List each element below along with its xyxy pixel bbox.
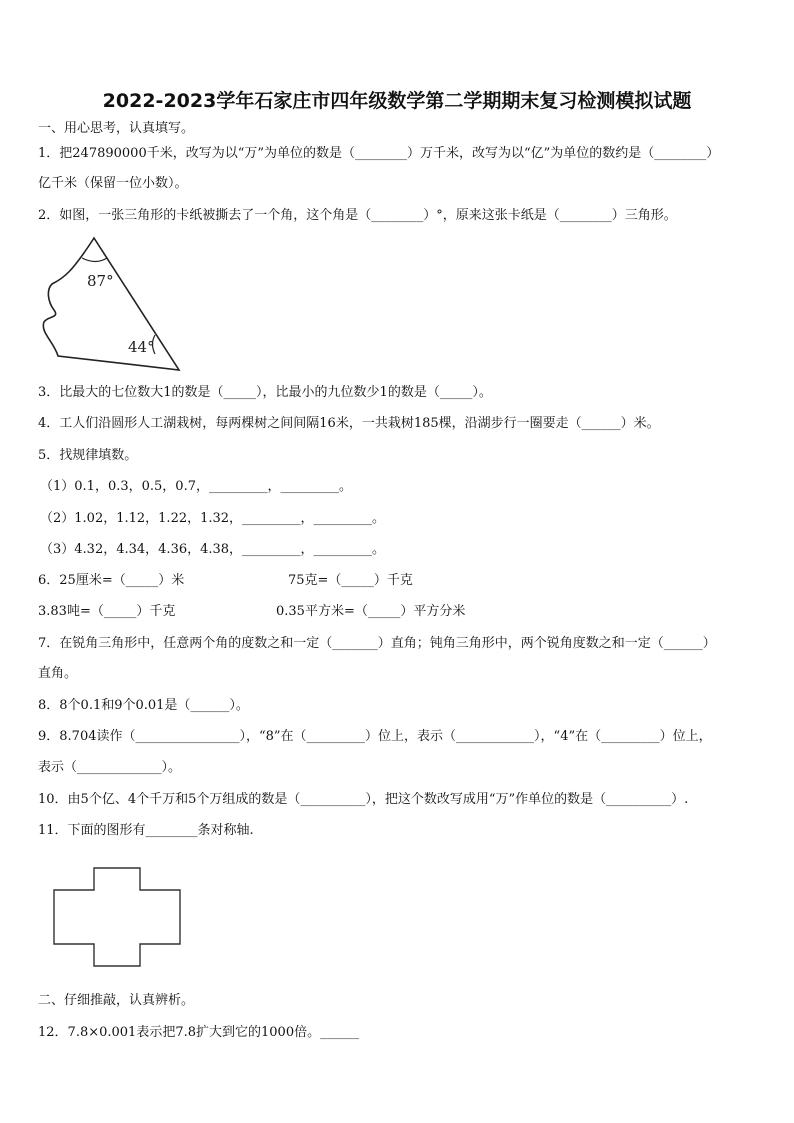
question-7-line-2: 直角。	[38, 666, 78, 681]
question-8: 8．8个0.1和9个0.01是（______）。	[38, 698, 249, 713]
section-heading-2: 二、仔细推敲，认真辨析。	[38, 993, 195, 1008]
triangle-outline	[43, 238, 179, 370]
question-9-line-2: 表示（_____________）。	[38, 760, 182, 775]
question-6-c: 3.83吨=（_____）千克	[38, 604, 176, 619]
question-3: 3．比最大的七位数大1的数是（_____），比最小的九位数少1的数是（_____）。	[38, 385, 492, 400]
question-9-line-1: 9．8.704读作（________________），“8”在（_________）位上，表示（____________），“4”在（_________）位上，	[38, 729, 712, 744]
question-11: 11．下面的图形有________条对称轴.	[38, 823, 254, 838]
top-angle-arc	[82, 258, 107, 262]
question-4: 4．工人们沿圆形人工湖栽树，每两棵树之间间隔16米，一共栽树185棵，沿湖步行一圈要走（______）米。	[38, 416, 660, 431]
question-5-part-2: （2）1.02，1.12，1.22，1.32，_________，_________。	[40, 511, 386, 526]
section-heading-1: 一、用心思考，认真填写。	[38, 121, 195, 136]
question-10: 10．由5个亿、4个千万和5个万组成的数是（__________），把这个数改写成用“万”作单位的数是（__________）.	[38, 792, 689, 807]
angle-bottom-label: 44°	[128, 338, 155, 356]
question-6-d: 0.35平方米=（_____）平方分米	[276, 604, 466, 619]
torn-triangle-figure	[36, 232, 186, 372]
question-2: 2．如图，一张三角形的卡纸被撕去了一个角，这个角是（________）°，原来这张卡纸是（________）三角形。	[38, 208, 677, 223]
question-5-part-1: （1）0.1，0.3，0.5，0.7，_________，_________。	[40, 479, 352, 494]
question-5-stem: 5．找规律填数。	[38, 448, 138, 463]
question-12: 12．7.8×0.001表示把7.8扩大到它的1000倍。______	[38, 1025, 360, 1040]
question-6-a: 6．25厘米=（_____）米	[38, 573, 185, 588]
page-title: 2022-2023学年石家庄市四年级数学第二学期期末复习检测模拟试题	[102, 90, 692, 112]
question-7-line-1: 7．在锐角三角形中，任意两个角的度数之和一定（_______）直角；钝角三角形中，两个锐角度数之和一定（______）	[38, 636, 716, 651]
question-5-part-3: （3）4.32，4.34，4.36，4.38，_________，_________。	[40, 542, 386, 557]
question-6-b: 75克=（_____）千克	[288, 573, 413, 588]
question-1-line-2: 亿千米（保留一位小数）。	[38, 176, 188, 191]
cross-shape-figure	[52, 866, 184, 970]
angle-top-label: 87°	[87, 272, 114, 290]
question-1-line-1: 1．把247890000千米，改写为以“万”为单位的数是（________）万千米，改写为以“亿”为单位的数约是（________）	[38, 146, 720, 161]
cross-outline	[54, 868, 180, 966]
